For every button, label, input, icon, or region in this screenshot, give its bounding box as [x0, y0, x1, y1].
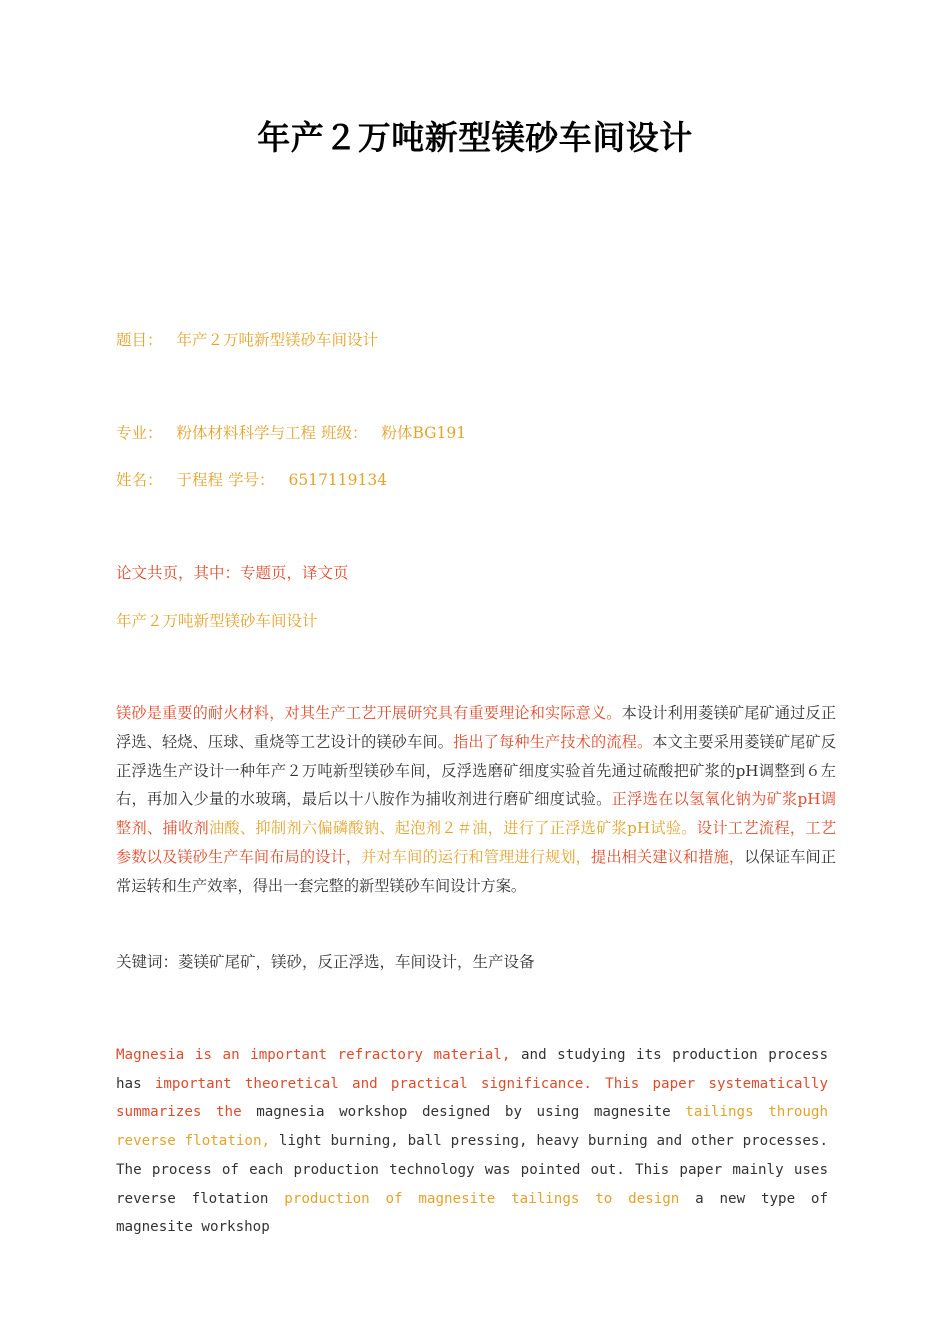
abstract-sentence: Magnesia is an important refractory material, [116, 1047, 511, 1063]
name-line [116, 470, 387, 490]
abstract-sentence: 设计工艺流程，工艺参数以及镁砂生产车间布局的设计， [116, 819, 837, 866]
abstract-sentence: 指出了每种生产技术的流程。 [453, 732, 653, 751]
abstract-sentence: 油酸、抑制剂六偏磷酸钠、起泡剂２＃油，进行了正浮选矿浆pH试验。 [208, 819, 697, 838]
topic-line [116, 330, 378, 350]
class-label: 班级： [320, 424, 368, 442]
chinese-abstract [116, 699, 836, 901]
major-value: 粉体材料科学与工程 [176, 424, 317, 442]
keywords-line: 关键词：菱镁矿尾矿，镁砂，反正浮选，车间设计，生产设备 [116, 953, 535, 971]
abstract-sentence: production of magnesite tailings to design [284, 1190, 680, 1207]
name-value: 于程程 [176, 471, 224, 489]
abstract-sentence: 以保证车间正常运转和生产效率，得出一套完整的新型镁砂车间设计方案。 [116, 847, 837, 895]
student-id-value: 6517119134 [288, 471, 388, 489]
abstract-sentence: tailings through reverse flotation, [116, 1104, 828, 1150]
student-id-label: 学号： [227, 471, 275, 489]
topic-label: 题目： [116, 331, 163, 349]
abstract-sentence: 本文主要采用菱镁矿尾矿反正浮选生产设计一种年产２万吨新型镁砂车间，反浮选磨矿细度实验首先通过硫酸把矿浆的pH调整到６左右，再加入少量的水玻璃，最后以十八胺作为捕收剂进行磨矿细度试验。 [116, 732, 837, 809]
abstract-sentence: 正浮选在以氢氧化钠为矿浆pH调整剂、捕收剂 [116, 790, 837, 838]
name-label: 姓名： [116, 471, 163, 489]
abstract-sentence: 提出相关建议和措施， [591, 847, 745, 866]
abstract-sentence: important theoretical and practical significance. This paper systematically summarizes the [116, 1075, 829, 1121]
topic-value: 年产２万吨新型镁砂车间设计 [176, 331, 379, 349]
abstract-sentence: 本设计利用菱镁矿尾矿通过反正浮选、轻烧、压球、重烧等工艺设计的镁砂车间。 [116, 704, 837, 751]
major-label: 专业： [116, 424, 163, 442]
abstract-sentence: 镁砂是重要的耐火材料，对其生产工艺开展研究具有重要理论和实际意义。 [116, 704, 622, 722]
page-count-line: 论文共页，其中：专题页，译文页 [116, 564, 349, 582]
major-line [116, 423, 466, 443]
abstract-sentence: 并对车间的运行和管理进行规划， [361, 847, 591, 866]
abstract-sentence: light burning, ball pressing, heavy burning and other processes. The process of each production technology was pointed out. This paper mainly uses reverse flotation [116, 1133, 828, 1207]
english-abstract [116, 1041, 828, 1242]
document-title: 年产２万吨新型镁砂车间设计 [257, 118, 693, 157]
class-value: 粉体BG191 [381, 424, 467, 442]
abstract-sentence: and studying its production process has [116, 1047, 828, 1092]
abstract-sentence: a new type of magnesite workshop [116, 1190, 828, 1236]
subtitle: 年产２万吨新型镁砂车间设计 [116, 612, 318, 630]
abstract-sentence: magnesia workshop designed by using magnesite [241, 1104, 686, 1121]
